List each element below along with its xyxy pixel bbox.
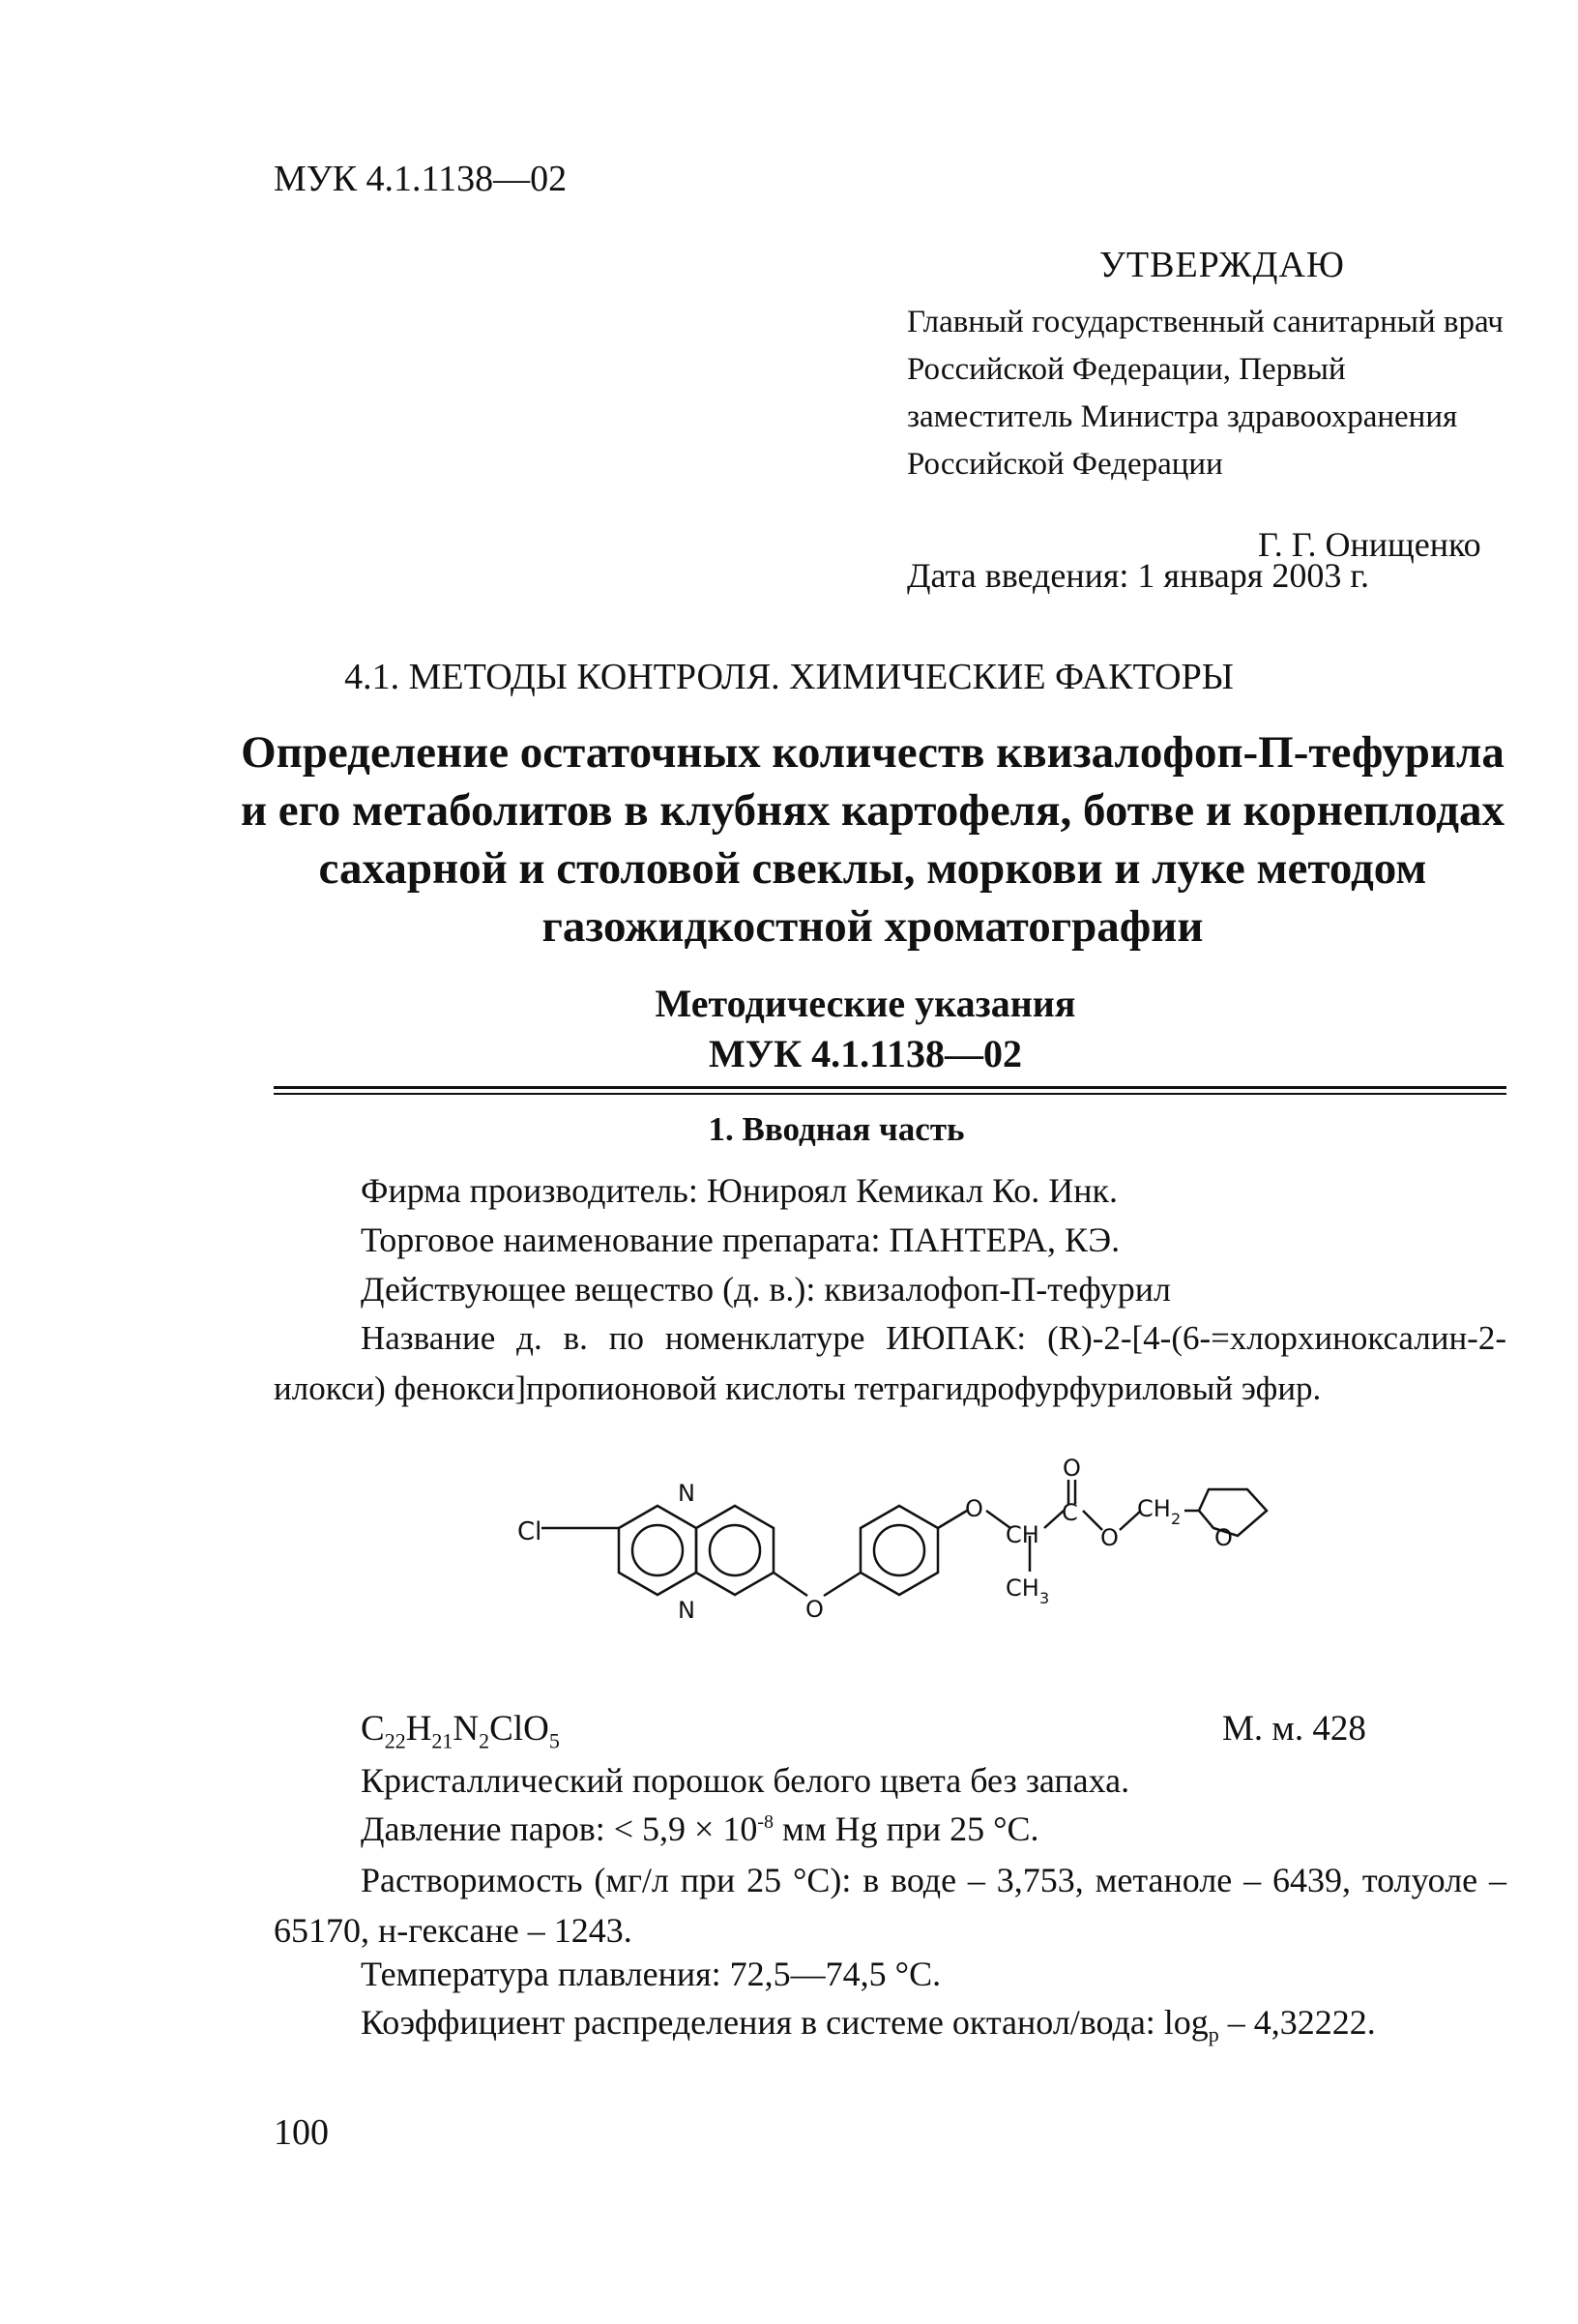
appearance-line: Кристаллический порошок белого цвета без запаха. [361,1761,1130,1800]
divider-rule [274,1093,1506,1095]
chemical-structure [503,1451,1296,1683]
approval-signer: Г. Г. Онищенко [1258,525,1481,564]
label-ch2-subscript: 2 [1171,1510,1182,1528]
document-subtitle [0,979,1578,1079]
page-number: 100 [274,2112,329,2153]
partition-coefficient-line: Коэффициент распределения в системе октанол/вода: $\log_p - 4,32222$. [361,2003,1376,2047]
label-n-top: N [678,1480,695,1507]
subtitle-line-1: Методические указания [655,982,1076,1025]
solubility-paragraph: Растворимость (мг/л при 25 °С): в воде – 3,753, метаноле – 6439, толуоле – 65170, н-гексане – 1243. [274,1861,1506,1950]
label-o-ester: O [1100,1524,1119,1551]
approval-position: Главный государственный санитарный врач Российской Федерации, Первый заместитель Министра здравоохранения Российской Федерации [907,305,1504,482]
label-n-bottom: N [678,1597,695,1624]
label-o-ring: O [1214,1524,1233,1551]
approval-title: УТВЕРЖДАЮ [1099,245,1345,285]
subtitle-line-2: МУК 4.1.1138—02 [709,1032,1022,1075]
label-c-ester: C [1062,1499,1078,1526]
trade-name-line: Торговое наименование препарата: ПАНТЕРА, КЭ. [361,1221,1121,1259]
molecular-formula: $C_{22}H_{21}N_2ClO_5$ [361,1709,560,1753]
section-heading: 4.1. МЕТОДЫ КОНТРОЛЯ. ХИМИЧЕСКИЕ ФАКТОРЫ [344,657,1234,697]
molar-mass: М. м. 428 [1222,1709,1366,1749]
approval-date: Дата введения: 1 января 2003 г. [907,556,1370,595]
label-ch3: CH [1006,1574,1039,1602]
label-cl: Cl [517,1517,542,1546]
label-o-ether-1: O [805,1596,824,1623]
label-ch3-subscript: 3 [1039,1589,1050,1607]
label-o-ether-2: O [965,1495,983,1522]
document-code: МУК 4.1.1138—02 [274,159,568,199]
manufacturer-line: Фирма производитель: Юнироял Кемикал Ко. Инк. [361,1171,1119,1210]
divider-rule [274,1086,1506,1089]
document-title: Определение остаточных количеств квизалофоп-П-тефурила и его метаболитов в клубнях картофеля, ботве и корнеплодах сахарной и столовой свеклы, моркови и луке методом газожидкостной хроматографии [240,727,1505,952]
label-o-carbonyl: O [1063,1455,1081,1482]
active-substance-line: Действующее вещество (д. в.): квизалофоп-П-тефурил [361,1270,1172,1309]
melting-point-line: Температура плавления: 72,5—74,5 °С. [361,1955,942,1993]
intro-heading: 1. Вводная часть [708,1110,965,1148]
label-ch2: CH [1137,1495,1171,1522]
vapor-pressure-line: Давление паров: < $5,9 \times 10^{-8}$ мм Hg при 25 °С. [361,1809,1039,1848]
iupac-name-paragraph: Название д. в. по номенклатуре ИЮПАК: (R)-2-[4-(6-=хлорхиноксалин-2-илокси) фенокси]пропионовой кислоты тетрагидрофурфуриловый эфир. [274,1319,1506,1407]
label-ch: CH [1006,1521,1039,1548]
